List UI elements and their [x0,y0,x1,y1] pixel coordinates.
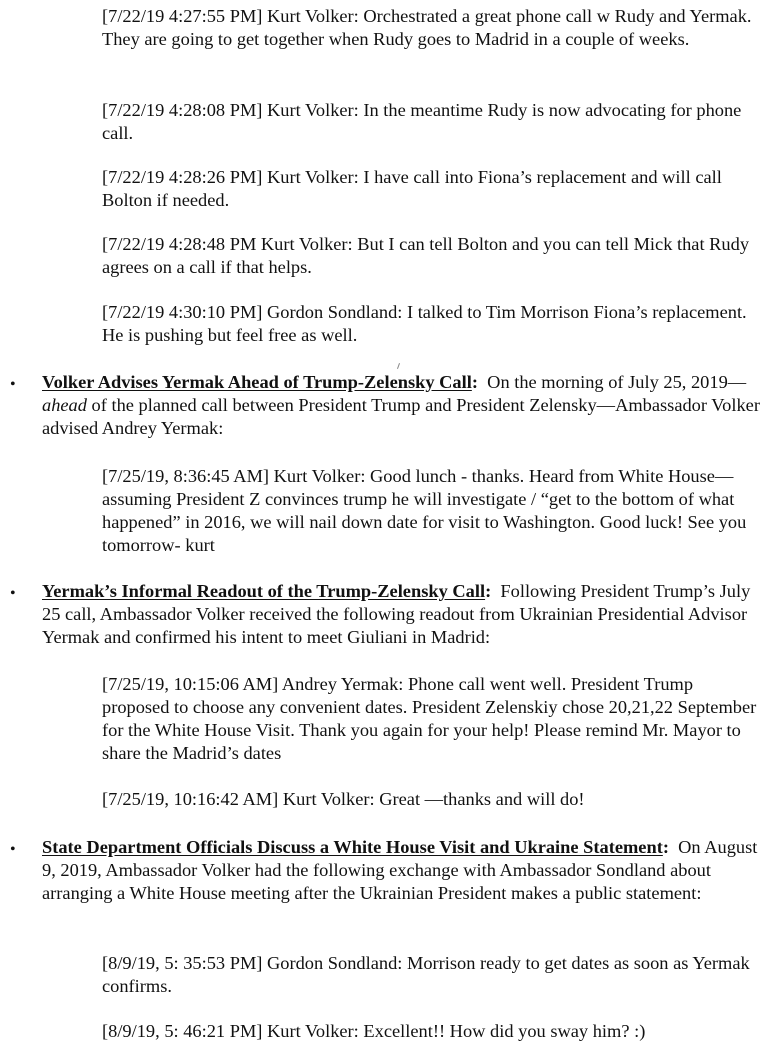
chat-message: [7/22/19 4:27:55 PM] Kurt Volker: Orchestrated a great phone call w Rudy and Yermak. They are going to get together when Rudy goes to Madrid in a couple of weeks. [102,6,752,49]
bullet-icon: • [10,841,16,858]
section-heading: State Department Officials Discuss a White House Visit and Ukraine Statement [42,837,663,857]
scan-mark [397,363,400,369]
section-heading: Yermak’s Informal Readout of the Trump-Zelensky Call [42,581,486,601]
chat-message: [8/9/19, 5: 35:53 PM] Gordon Sondland: Morrison ready to get dates as soon as Yermak confirms. [102,953,750,996]
chat-message: [7/25/19, 8:36:45 AM] Kurt Volker: Good lunch - thanks. Heard from White House—assuming President Z convinces trump he will investigate / “get to the bottom of what happened” in 2016, we will nail down date for visit to Washington. Good luck! See you tomorrow- kurt [102,466,747,555]
section-intro: On the morning of July 25, 2019— [487,372,747,392]
chat-message: [7/22/19 4:28:08 PM] Kurt Volker: In the meantime Rudy is now advocating for phone call. [102,100,742,143]
section-paragraph [42,836,766,905]
section-intro: Following President Trump’s July 25 call, Ambassador Volker received the following readout from Ukrainian Presidential Advisor Yermak and confirmed his intent to meet Giuliani in Madrid: [42,581,751,647]
section-heading: Volker Advises Yermak Ahead of Trump-Zelensky Call [42,372,472,392]
section-intro: On August 9, 2019, Ambassador Volker had the following exchange with Ambassador Sondland about arranging a White House meeting after the Ukrainian President makes a public statement: [42,837,758,903]
chat-message: [7/22/19 4:28:26 PM] Kurt Volker: I have call into Fiona’s replacement and will call Bolton if needed. [102,167,722,210]
chat-message: [8/9/19, 5: 46:21 PM] Kurt Volker: Excellent!! How did you sway him? :) [102,1021,646,1041]
emphasis-text: ahead [42,395,87,415]
bullet-icon: • [10,376,16,393]
bullet-icon: • [10,585,16,602]
chat-message: [7/22/19 4:30:10 PM] Gordon Sondland: I talked to Tim Morrison Fiona’s replacement. He is pushing but feel free as well. [102,302,747,345]
chat-message: [7/25/19, 10:15:06 AM] Andrey Yermak: Phone call went well. President Trump proposed to choose any convenient dates. President Zelenskiy chose 20,21,22 September for the White House Visit. Thank you again for your help! Please remind Mr. Mayor to share the Madrid’s dates [102,674,757,763]
heading-colon: : [662,837,669,857]
chat-message: [7/22/19 4:28:48 PM Kurt Volker: But I can tell Bolton and you can tell Mick that Rudy agrees on a call if that helps. [102,234,750,277]
section-intro-rest: of the planned call between President Trump and President Zelensky—Ambassador Volker advised Andrey Yermak: [42,395,760,438]
section-paragraph [42,371,766,440]
chat-message: [7/25/19, 10:16:42 AM] Kurt Volker: Great —thanks and will do! [102,789,585,809]
heading-colon: : [471,372,478,392]
section-paragraph [42,580,766,649]
heading-colon: : [485,581,492,601]
